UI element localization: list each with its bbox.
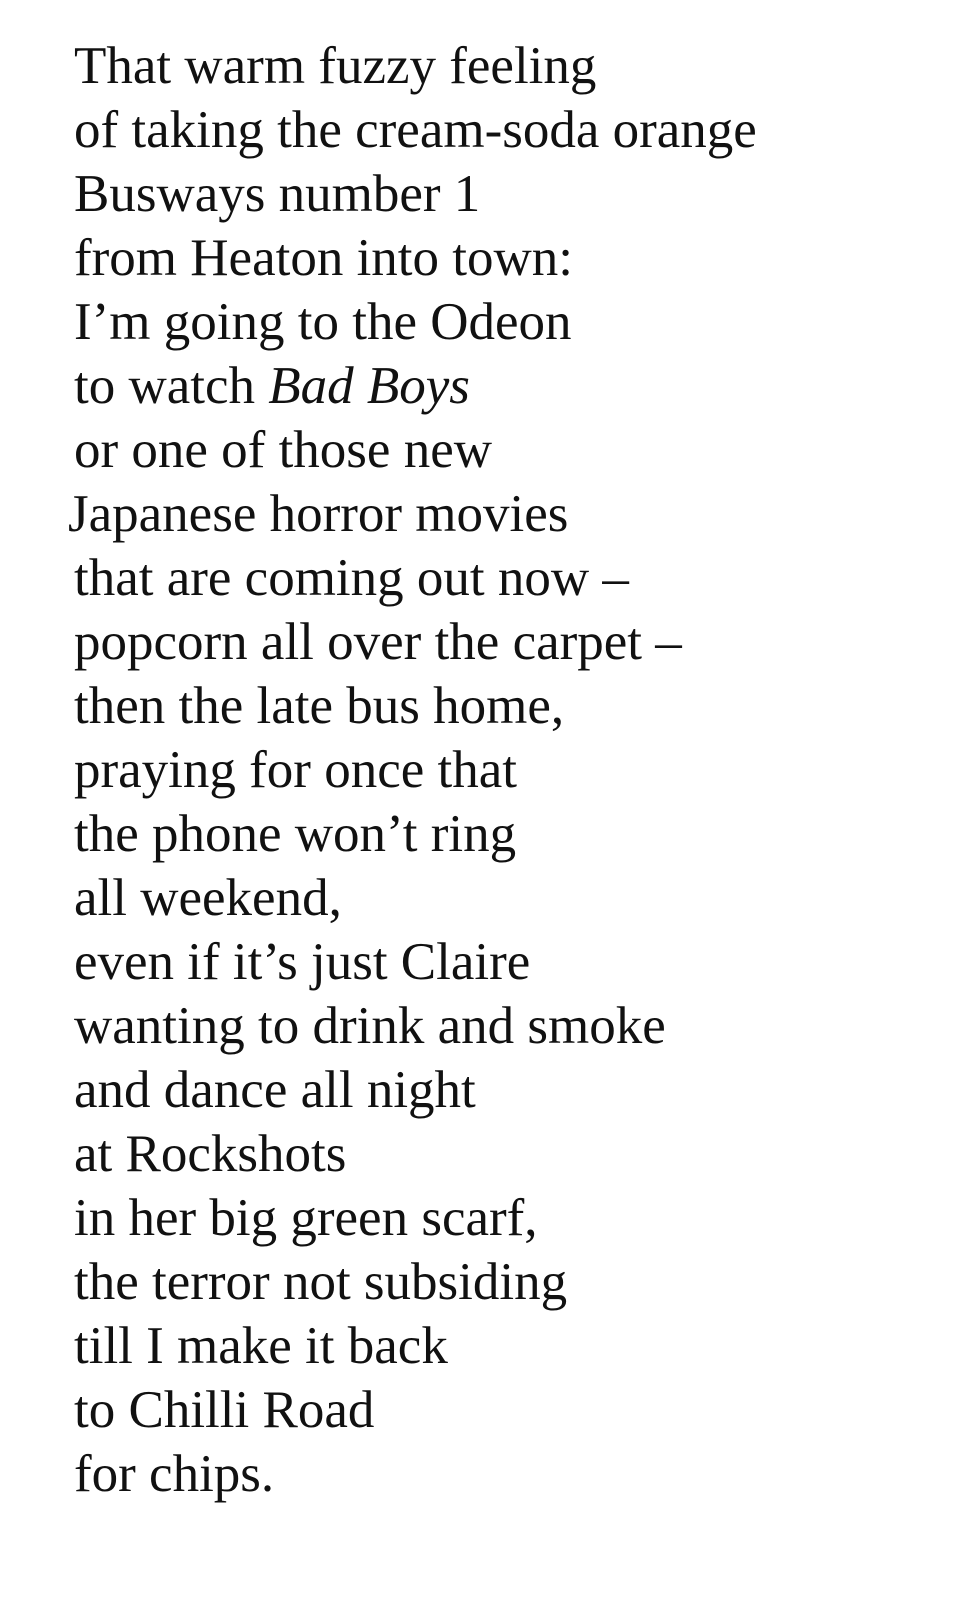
poem-line-13: the phone won’t ring bbox=[74, 805, 517, 863]
poem-line-14: all weekend, bbox=[74, 869, 342, 927]
poem-line-12: praying for once that bbox=[74, 741, 517, 799]
poem-line-1: That warm fuzzy feeling bbox=[74, 37, 597, 95]
poem-line-15: even if it’s just Claire bbox=[74, 933, 531, 991]
poem-line-19: in her big green scarf, bbox=[74, 1189, 538, 1247]
poem-line-9: that are coming out now – bbox=[74, 549, 629, 607]
poem-line-7: or one of those new bbox=[74, 421, 492, 479]
poem-line-5: I’m going to the Odeon bbox=[74, 293, 572, 351]
poem-line-17: and dance all night bbox=[74, 1061, 476, 1119]
poem-line-8: Japanese horror movies bbox=[68, 485, 569, 543]
poem-line-6-text: to watch bbox=[74, 357, 269, 415]
poem-line-16: wanting to drink and smoke bbox=[74, 997, 666, 1055]
poem-line-6 bbox=[74, 354, 757, 418]
poem-line-11: then the late bus home, bbox=[74, 677, 565, 735]
poem-line-2: of taking the cream-soda orange bbox=[74, 101, 757, 159]
poem-line-23: for chips. bbox=[74, 1445, 275, 1503]
poem-line-20: the terror not subsiding bbox=[74, 1253, 568, 1311]
poem-line-4: from Heaton into town: bbox=[74, 229, 573, 287]
film-title: Bad Boys bbox=[268, 357, 470, 415]
poem-line-21: till I make it back bbox=[74, 1317, 448, 1375]
poem-text bbox=[68, 34, 757, 1506]
poem-line-3: Busways number 1 bbox=[74, 165, 481, 223]
poem-line-22: to Chilli Road bbox=[74, 1381, 375, 1439]
poem-line-18: at Rockshots bbox=[74, 1125, 347, 1183]
poem-line-10: popcorn all over the carpet – bbox=[74, 613, 682, 671]
